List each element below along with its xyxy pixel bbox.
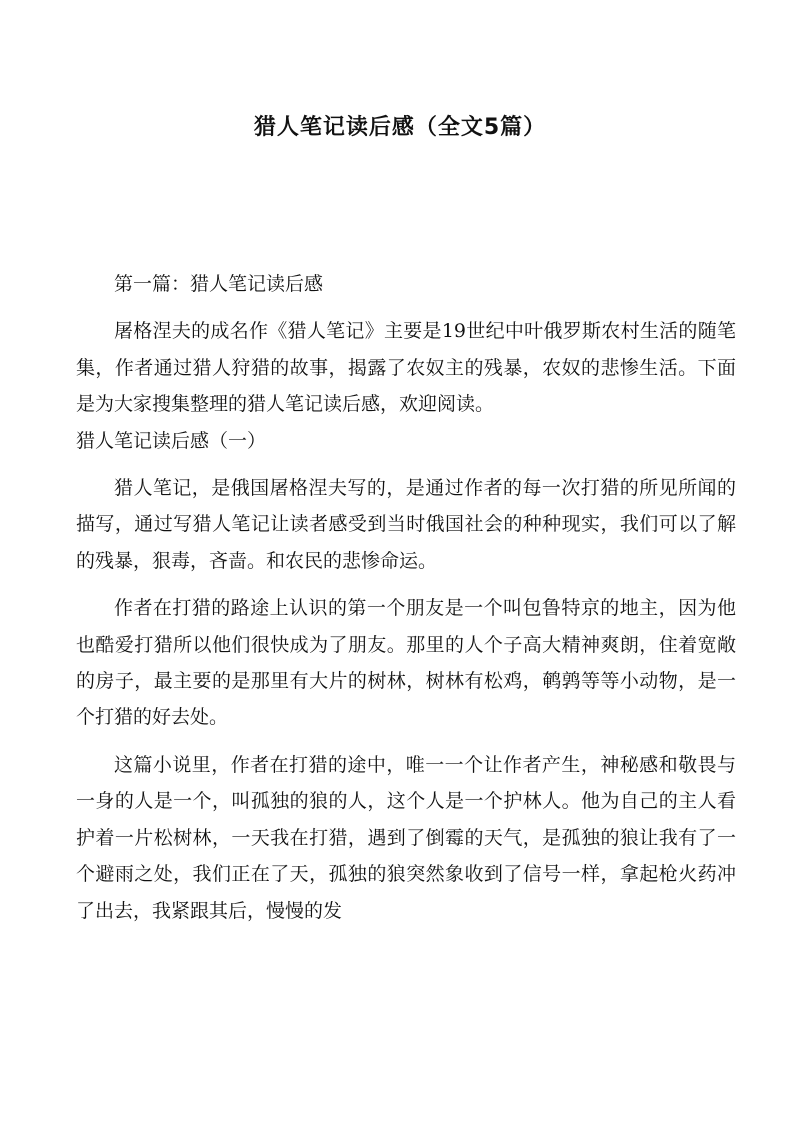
document-body bbox=[76, 266, 736, 929]
body-paragraph-2: 作者在打猎的路途上认识的第一个朋友是一个叫包鲁特京的地主，因为他也酷爱打猎所以他们很快成为了朋友。那里的人个子高大精神爽朗，住着宽敞的房子，最主要的是那里有大片的树林，树林有松鸡，鹌鹑等等小动物，是一个打猎的好去处。 bbox=[76, 597, 736, 729]
document-title: 猎人笔记读后感（全文5篇） bbox=[253, 115, 547, 140]
subheading-paragraph: 猎人笔记读后感（一） bbox=[76, 429, 267, 452]
body-paragraph-3: 这篇小说里，作者在打猎的途中，唯一一个让作者产生，神秘感和敬畏与一身的人是一个，叫孤独的狼的人，这个人是一个护林人。他为自己的主人看护着一片松树林，一天我在打猎，遇到了倒霉的天气，是孤独的狼让我有了一个避雨之处，我们正在了天，孤独的狼突然象收到了信号一样，拿起枪火药冲了出去，我紧跟其后，慢慢的发 bbox=[76, 753, 736, 922]
intro-paragraph: 屠格涅夫的成名作《猎人笔记》主要是19世纪中叶俄罗斯农村生活的随笔集，作者通过猎人狩猎的故事，揭露了农奴主的残暴，农奴的悲惨生活。下面是为大家搜集整理的猎人笔记读后感，欢迎阅读。 bbox=[76, 320, 736, 416]
section-heading: 第一篇：猎人笔记读后感 bbox=[114, 273, 324, 295]
body-paragraph-1: 猎人笔记，是俄国屠格涅夫写的，是通过作者的每一次打猎的所见所闻的描写，通过写猎人笔记让读者感受到当时俄国社会的种种现实，我们可以了解的残暴，狠毒，吝啬。和农民的悲惨命运。 bbox=[76, 477, 736, 572]
